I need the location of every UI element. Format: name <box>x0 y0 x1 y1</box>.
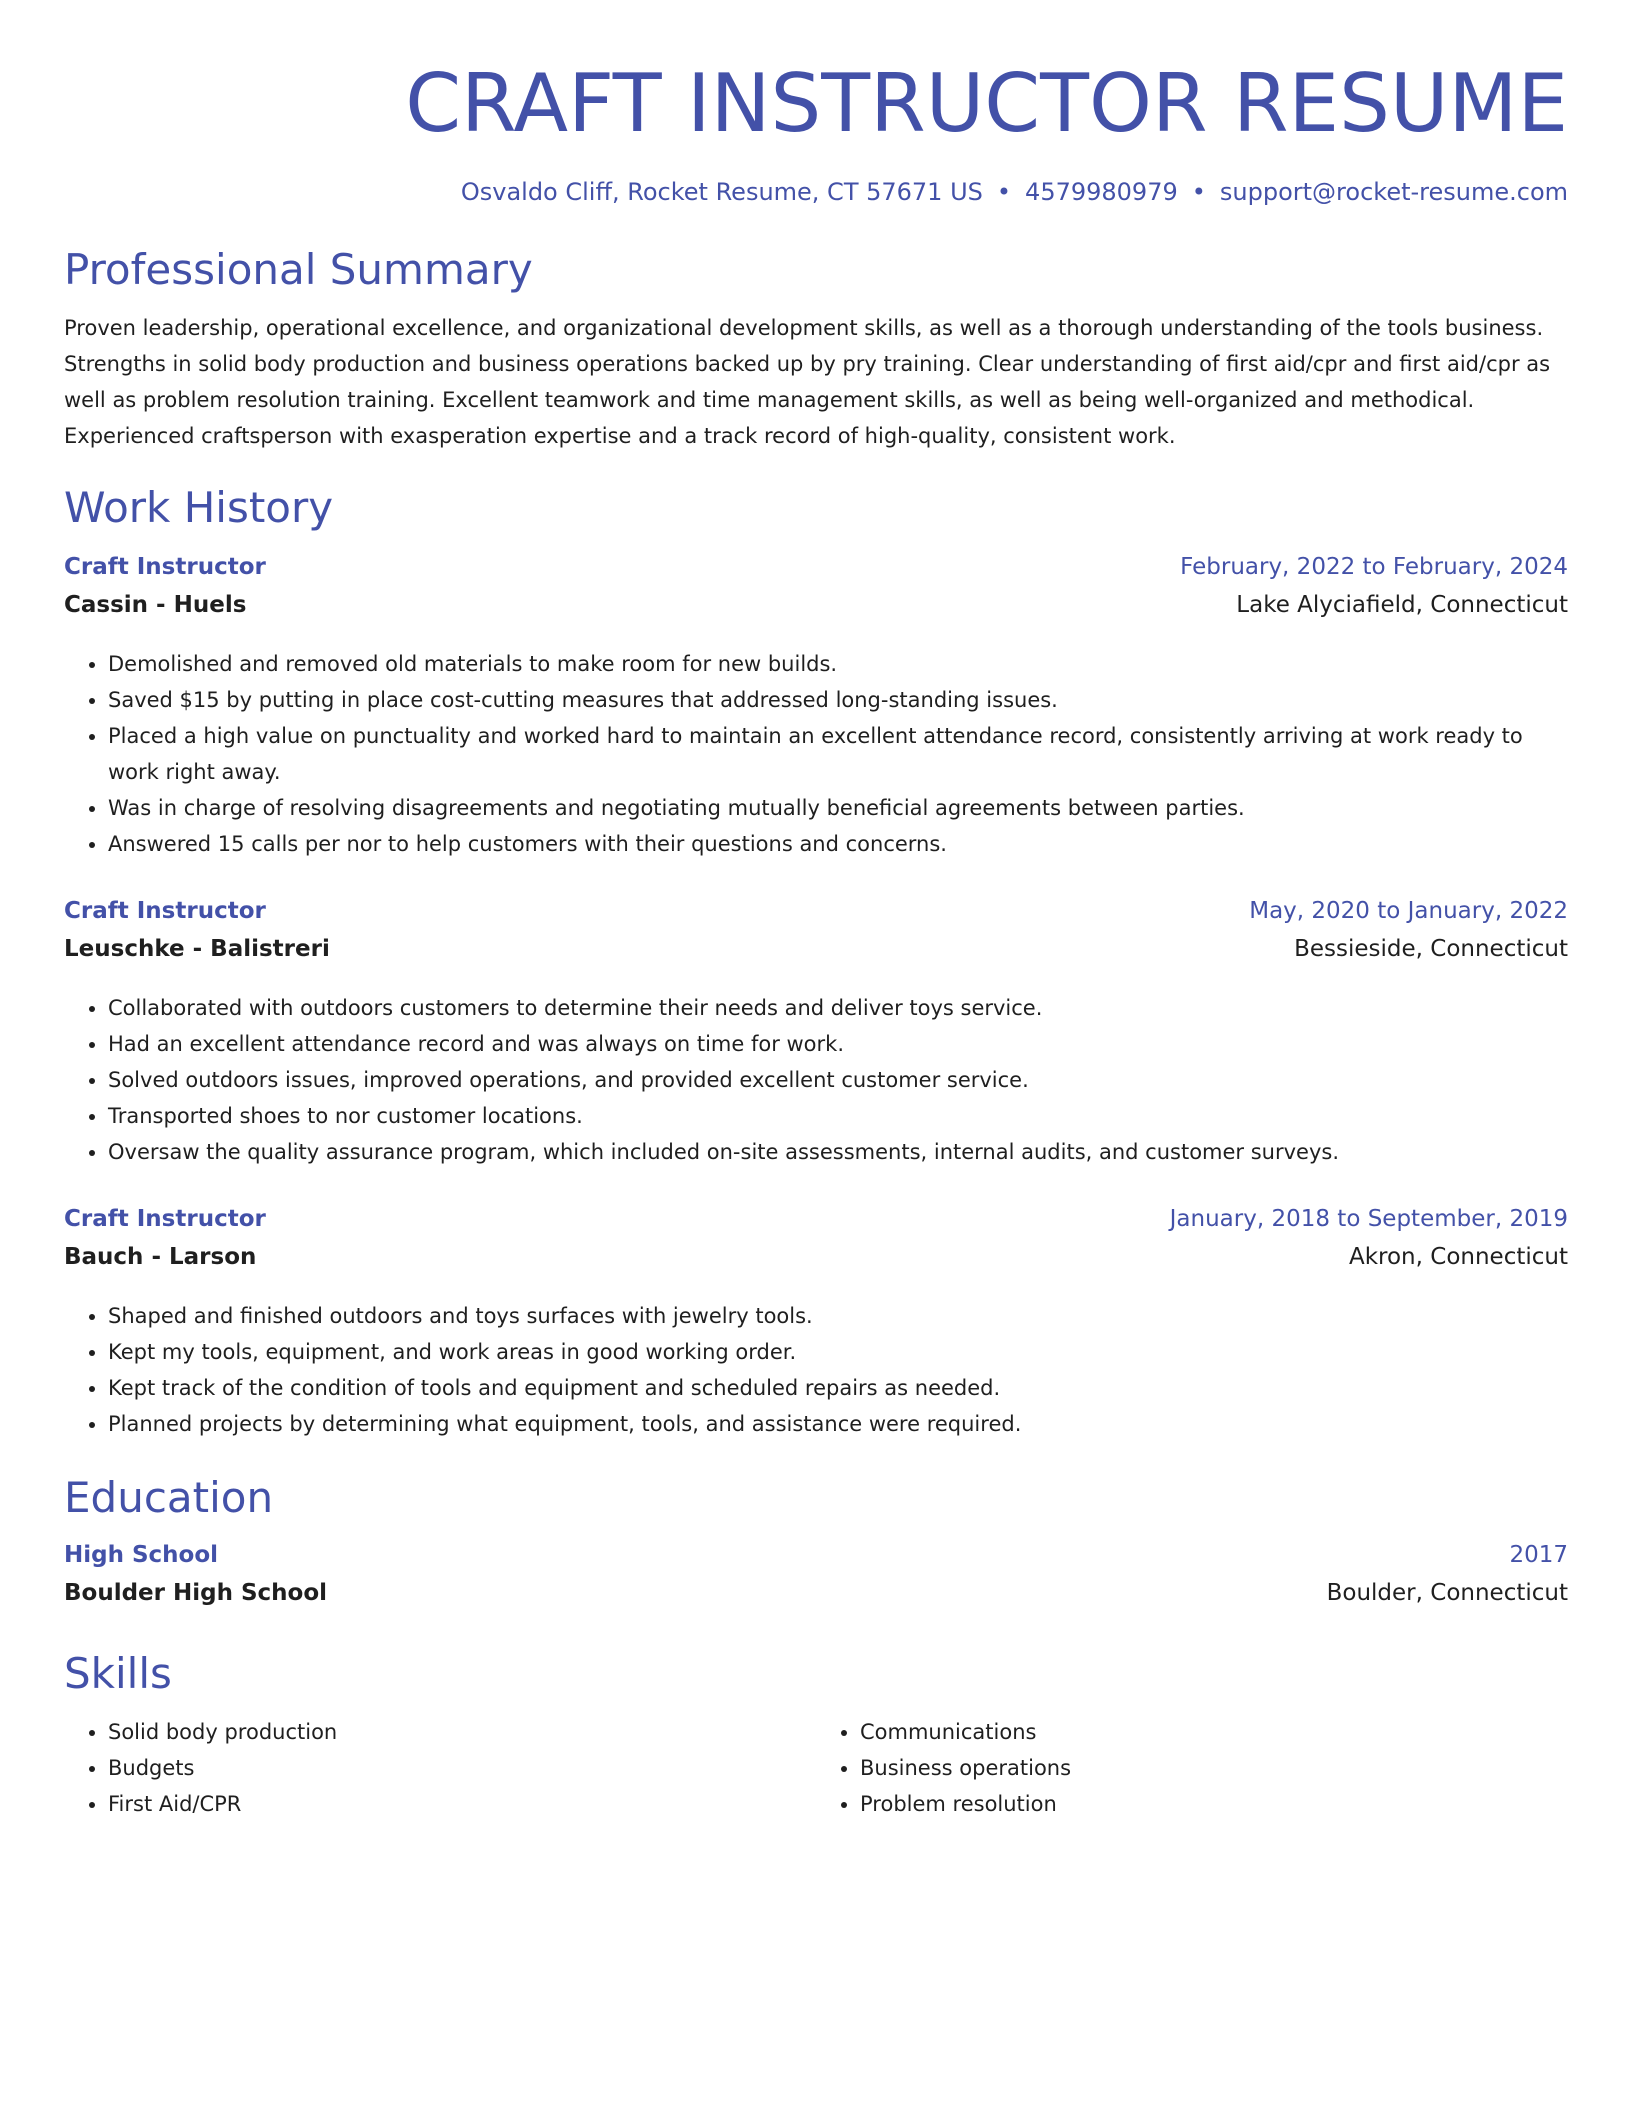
job-row-top <box>64 554 1568 592</box>
job-company: Cassin - Huels <box>64 592 247 618</box>
job-row-top <box>64 1206 1568 1244</box>
job-bullet: • Oversaw the quality assurance program, which included on-site assessments, internal audits, and customer surveys. <box>108 1134 1568 1170</box>
contact-phone[interactable]: 4579980979 <box>1025 178 1178 206</box>
job-entry <box>64 1206 1568 1442</box>
job-location: Bessieside, Connecticut <box>1294 936 1568 962</box>
job-bullet: • Solved outdoors issues, improved operations, and provided excellent customer service. <box>108 1062 1568 1098</box>
job-bullet: • Was in charge of resolving disagreements and negotiating mutually beneficial agreements between parties. <box>108 790 1568 826</box>
skill-item: • Solid body production <box>108 1714 816 1750</box>
job-bullet: • Demolished and removed old materials to make room for new builds. <box>108 646 1568 682</box>
job-bullet: • Kept my tools, equipment, and work areas in good working order. <box>108 1334 1568 1370</box>
work-history-heading: Work History <box>64 483 334 532</box>
job-bullet: • Transported shoes to nor customer locations. <box>108 1098 1568 1134</box>
job-bullet: • Had an excellent attendance record and was always on time for work. <box>108 1026 1568 1062</box>
skill-item: • Budgets <box>108 1750 816 1786</box>
job-row-bottom <box>64 1244 1568 1282</box>
job-row-bottom <box>64 592 1568 630</box>
education-degree: High School <box>64 1542 219 1568</box>
job-bullet: • Placed a high value on punctuality and worked hard to maintain an excellent attendance record, consistently arriving at work ready to work right away. <box>108 718 1568 790</box>
job-location: Lake Alyciafield, Connecticut <box>1236 592 1568 618</box>
job-location: Akron, Connecticut <box>1348 1244 1568 1270</box>
skills-list-right <box>816 1714 1568 1822</box>
job-bullet: • Saved $15 by putting in place cost-cutting measures that addressed long-standing issues. <box>108 682 1568 718</box>
job-bullets <box>64 990 1568 1170</box>
skills-grid <box>64 1714 1568 1822</box>
job-title: Craft Instructor <box>64 1206 266 1232</box>
skills-list-left <box>64 1714 816 1822</box>
job-bullet: • Answered 15 calls per nor to help customers with their questions and concerns. <box>108 826 1568 862</box>
contact-address: Osvaldo Cliff, Rocket Resume, CT 57671 US <box>460 178 983 206</box>
skill-item: • Communications <box>860 1714 1568 1750</box>
job-title: Craft Instructor <box>64 898 266 924</box>
job-entry <box>64 554 1568 862</box>
job-bullet: • Kept track of the condition of tools and equipment and scheduled repairs as needed. <box>108 1370 1568 1406</box>
education-entry <box>64 1542 1568 1618</box>
job-bullets <box>64 1298 1568 1442</box>
contact-separator: • <box>1191 178 1206 206</box>
job-dates: February, 2022 to February, 2024 <box>1180 554 1568 580</box>
resume-title: CRAFT INSTRUCTOR RESUME <box>405 57 1568 150</box>
skill-item: • Problem resolution <box>860 1786 1568 1822</box>
contact-separator: • <box>996 178 1012 206</box>
education-year: 2017 <box>1509 1542 1568 1568</box>
job-company: Leuschke - Balistreri <box>64 936 330 962</box>
job-bullet: • Shaped and finished outdoors and toys surfaces with jewelry tools. <box>108 1298 1568 1334</box>
summary-heading: Professional Summary <box>64 245 533 294</box>
skills-heading: Skills <box>64 1649 172 1698</box>
job-row-top <box>64 898 1568 936</box>
education-row-top <box>64 1542 1568 1580</box>
summary-text: Proven leadership, operational excellence, and organizational development skills, as well as a thorough understanding of the tools business. Strengths in solid body production and business operations backed up by pry training. Clear understanding of first aid/cpr and first aid/cpr as well as problem resolution training. Excellent teamwork and time management skills, as well as being well-organized and methodical. Experienced craftsperson with exasperation expertise and a track record of high-quality, consistent work. <box>64 316 1551 448</box>
education-row-bottom <box>64 1580 1568 1618</box>
job-company: Bauch - Larson <box>64 1244 257 1270</box>
contact-email[interactable]: support@rocket-resume.com <box>1219 178 1568 206</box>
skill-item: • First Aid/CPR <box>108 1786 816 1822</box>
work-history-list <box>64 554 1568 1442</box>
job-bullet: • Planned projects by determining what equipment, tools, and assistance were required. <box>108 1406 1568 1442</box>
job-title: Craft Instructor <box>64 554 266 580</box>
skills-column-left <box>64 1714 816 1822</box>
job-dates: January, 2018 to September, 2019 <box>1169 1206 1568 1232</box>
education-heading: Education <box>64 1473 274 1522</box>
education-school: Boulder High School <box>64 1580 328 1606</box>
job-dates: May, 2020 to January, 2022 <box>1249 898 1568 924</box>
skill-item: • Business operations <box>860 1750 1568 1786</box>
job-bullet: • Collaborated with outdoors customers to determine their needs and deliver toys service. <box>108 990 1568 1026</box>
job-bullets <box>64 646 1568 862</box>
skills-column-right <box>816 1714 1568 1822</box>
job-row-bottom <box>64 936 1568 974</box>
education-location: Boulder, Connecticut <box>1326 1580 1568 1606</box>
contact-line <box>64 176 1568 208</box>
job-entry <box>64 898 1568 1170</box>
